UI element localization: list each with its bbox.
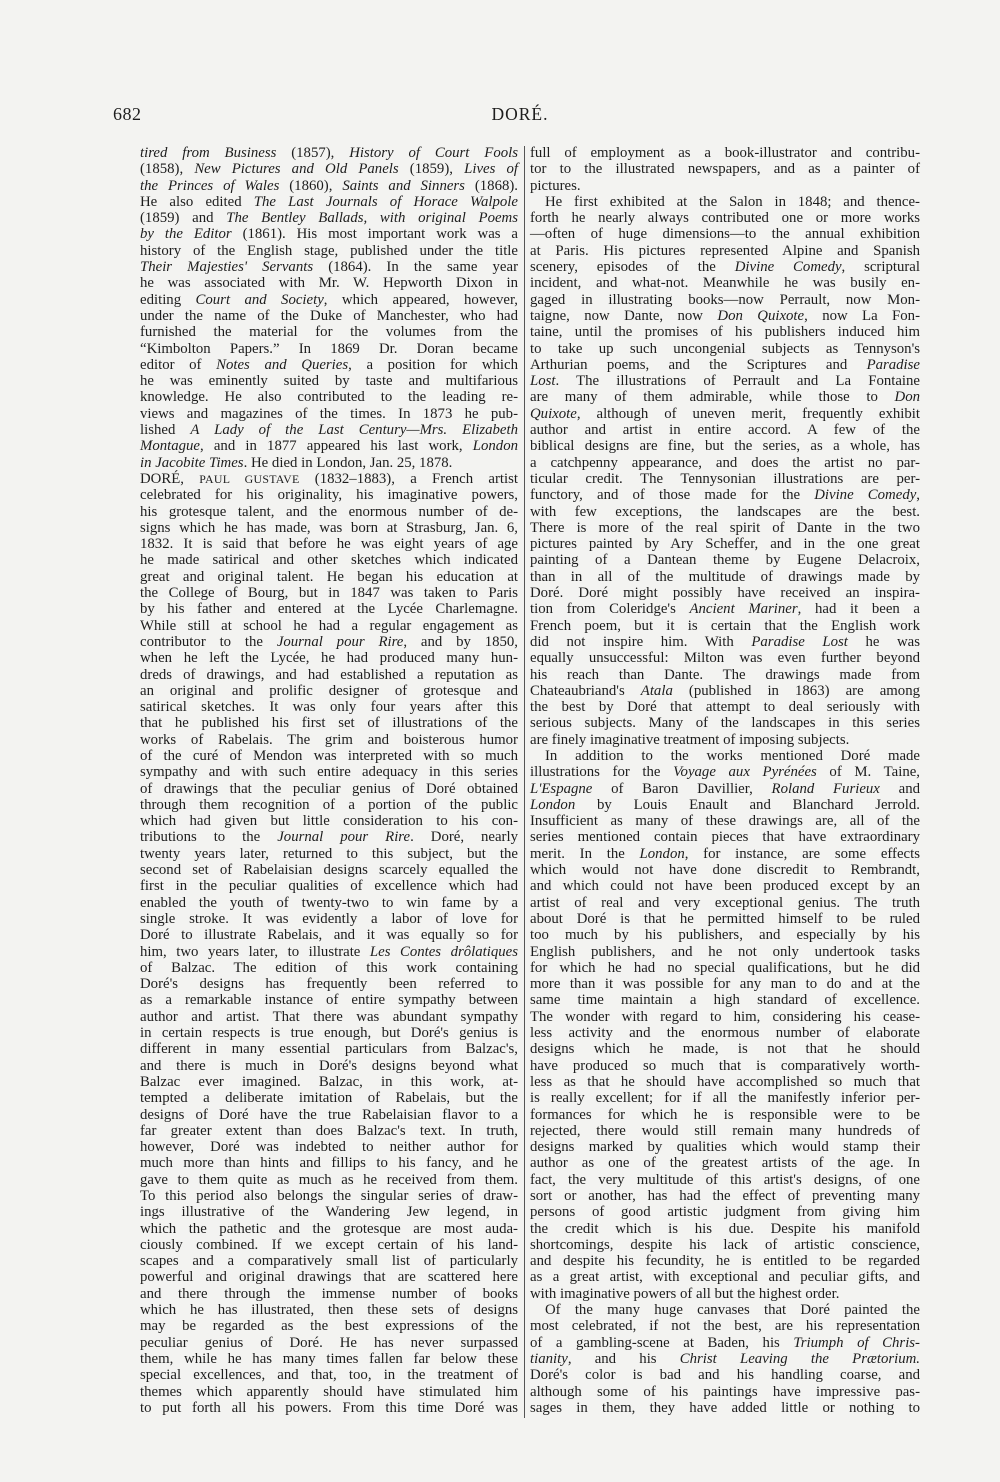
text-line (140, 292, 518, 308)
text-line (140, 471, 518, 487)
text-line (530, 683, 920, 699)
text-run: did not inspire him. With (530, 633, 752, 650)
text-line: tempted a deliberate imitation of Rabelais, but the (140, 1090, 518, 1107)
text-line: The wonder with regard to him, considering his cease- (530, 1008, 920, 1025)
text-run: taigne, now Dante, now (530, 307, 718, 324)
text-run: . The illustrations of Perrault and La Fontaine (555, 373, 920, 390)
italic-text: the Princes of Wales (140, 177, 280, 194)
column-divider (524, 146, 525, 1418)
text-line: with few exceptions, the landscapes are the best. (530, 503, 920, 520)
text-run: DORÉ, (140, 470, 200, 487)
paragraph (140, 145, 518, 471)
text-line: most celebrated, if not the best, are his representation (530, 1318, 920, 1335)
text-line: he was associated with Mr. W. Hepworth Dixon in (140, 275, 518, 292)
text-line: ings illustrative of the Wandering Jew legend, in (140, 1204, 518, 1221)
text-line: French poem, but it is certain that the English work (530, 617, 920, 634)
text-line: and there is much in Doré's designs beyond what (140, 1057, 518, 1074)
text-line: To this period also belongs the singular series of draw- (140, 1188, 518, 1204)
text-line: are finely imaginative treatment of imposing subjects. (530, 731, 850, 748)
text-line: by his father and entered at the Lycée Charlemagne. (140, 601, 518, 618)
text-line: serious subjects. Many of the landscapes in this series (530, 715, 920, 732)
text-run: Arthurian poems, and the Scriptures and (530, 356, 867, 373)
text-line: the credit which is his due. Despite his manifold (530, 1220, 920, 1237)
text-line: great and original talent. He began his education at (140, 568, 518, 585)
text-line: about Doré is that he permitted himself to be ruled (530, 910, 920, 927)
text-line: the best by Doré that attempt to deal seriously with (530, 699, 920, 716)
text-line: Of the many huge canvases that Doré painted the (545, 1302, 920, 1319)
text-run: lished (140, 422, 191, 439)
text-line (140, 634, 518, 650)
text-line: as a remarkable instance of entire sympathy between (140, 992, 518, 1009)
italic-text: Journal pour Rire (277, 829, 411, 846)
text-line: same time maintain a high standard of excellence. (530, 992, 920, 1009)
italic-text: Quixote (530, 405, 577, 422)
text-run: tion from Coleridge's (530, 601, 690, 618)
text-line: taine, until the promises of his publishers induced him (530, 324, 920, 341)
text-line: There is more of the real spirit of Dante in the two (530, 519, 920, 536)
text-line: 1832. It is said that before he was eight years of age (140, 536, 518, 553)
paragraph (530, 748, 920, 1302)
text-line (140, 829, 518, 845)
italic-text: Divine Comedy (814, 487, 917, 504)
text-line: when he left the Lycée, he had produced many hun- (140, 650, 518, 667)
page-number: 682 (113, 104, 142, 124)
italic-text: by the Editor (140, 226, 232, 243)
text-line: signs which he has made, was born at Strasburg, Jan. 6, (140, 519, 518, 536)
text-line (140, 145, 518, 161)
text-line: English publishers, and he not only undertook tasks (530, 943, 920, 960)
text-line (530, 601, 920, 617)
text-line (140, 194, 518, 210)
text-run: Chateaubriand's (530, 682, 641, 699)
text-line: and despite his fecundity, he is entitled to be regarded (530, 1253, 920, 1270)
italic-text: London (472, 438, 518, 455)
text-run: (1860), (279, 177, 343, 194)
paragraph (530, 1302, 920, 1416)
text-line: which the pathetic and the grotesque are most auda- (140, 1220, 518, 1237)
text-run: (1859), (398, 161, 465, 178)
text-line (530, 389, 920, 405)
italic-text: Court and Society (195, 291, 324, 308)
text-line: however, Doré was indebted to neither author for (140, 1139, 518, 1156)
text-line: While still at school he had a regular engagement as (140, 617, 518, 634)
text-line: first in the peculiar qualities of excellence which had (140, 878, 518, 895)
text-line: special excellences, and that, too, in the treatment of (140, 1367, 518, 1384)
text-line: of Balzac. The edition of this work containing (140, 959, 518, 976)
italic-text: Paradise Lost (751, 633, 848, 650)
italic-text: Lives of (464, 161, 519, 178)
italic-text: tianity (530, 1350, 568, 1367)
text-line: —often of huge dimensions—to the annual exhibition (530, 226, 920, 243)
text-line: Insufficient as many of these drawings are, all of the (530, 813, 920, 830)
text-line (530, 259, 920, 275)
text-line: biblical designs are fine, but the series, as a whole, has (530, 438, 920, 455)
text-line: to put forth all his powers. From this time Doré was (140, 1399, 518, 1416)
text-run: merit. In the (530, 845, 640, 862)
text-line: which had given but little consideration to his con- (140, 813, 518, 830)
text-line: full of employment as a book-illustrator and contribu- (530, 145, 920, 161)
text-line: designs which he made, is not that he should (530, 1041, 920, 1058)
text-line: he made satirical and other sketches which indicated (140, 552, 518, 569)
text-line: less as that he should have accomplished so much that (530, 1073, 920, 1090)
text-line: which he has illustrated, then these sets of designs (140, 1302, 518, 1319)
text-line: too much by his publishers, and especially by his (530, 927, 920, 944)
text-run: , which appeared, however, (323, 291, 518, 308)
text-line: Doré's designs has frequently been referred to (140, 976, 518, 993)
text-line: and which could not have been produced except by an (530, 878, 920, 895)
text-line: knowledge. He also contributed to the leading re- (140, 389, 518, 406)
text-line (530, 487, 920, 503)
text-line: different in many essential particulars from Balzac's, (140, 1041, 518, 1058)
italic-text: Their Majesties' Servants (140, 259, 314, 276)
paragraph (530, 194, 920, 748)
text-run: (published in 1863) are among (672, 682, 920, 699)
text-run: , and by 1850, (403, 633, 518, 650)
text-line (140, 357, 518, 373)
text-line: gave to them quite as much as he received from them. (140, 1171, 518, 1188)
text-run: (1857), (276, 145, 350, 161)
text-line: author and artist in entire accord. A few of the (530, 422, 920, 439)
text-line: ciously combined. If we except certain of his land- (140, 1236, 518, 1253)
text-line: more than it was possible for any man to do and at the (530, 976, 920, 993)
italic-text: London (530, 796, 576, 813)
text-run: . Doré, nearly (410, 829, 518, 846)
text-run: , (916, 487, 920, 504)
text-run: are many of them admirable, while those to (530, 389, 895, 406)
text-line (530, 797, 920, 813)
text-run: scenery, episodes of the (530, 259, 735, 276)
italic-text: Divine Comedy (734, 259, 842, 276)
text-line: celebrated for his originality, his imaginative powers, (140, 487, 518, 504)
text-line: an original and prolific designer of grotesque and (140, 682, 518, 699)
italic-text: Saints and Sinners (342, 177, 465, 194)
text-run: (1858), (140, 161, 195, 178)
text-line (530, 308, 920, 324)
text-line (140, 259, 518, 275)
text-line: designs marked by qualities which would stamp their (530, 1139, 920, 1156)
text-run: (1832–1883), a French artist (299, 470, 519, 487)
text-line (530, 764, 920, 780)
italic-text: The Last Journals of Horace Walpole (253, 193, 518, 210)
text-line: gaged in illustrating books—now Perrault, now Mon- (530, 291, 920, 308)
text-line: themes which apparently should have stimulated him (140, 1383, 518, 1400)
text-run: contributor to the (140, 633, 277, 650)
text-run: of a gambling-scene at Baden, his (530, 1334, 794, 1351)
text-line: pictures. (530, 177, 581, 194)
left-column (140, 145, 518, 1416)
text-line: satirical sketches. It was only four years after this (140, 699, 518, 716)
text-line: than in all of the multitude of drawings made by (530, 568, 920, 585)
text-line: single stroke. It was evidently a labor of love for (140, 910, 518, 927)
small-caps-text: PAUL GUSTAVE (199, 471, 300, 486)
italic-text: L'Espagne (530, 780, 593, 797)
text-run: (1859) and (140, 210, 227, 227)
text-line: peculiar genius of Doré. He has never surpassed (140, 1334, 518, 1351)
text-line: far greater extent than does Balzac's text. In truth, (140, 1122, 518, 1139)
text-line: his grotesque talent, and the enormous number of de- (140, 503, 518, 520)
italic-text: Paradise (866, 356, 920, 373)
text-run: , for instance, are some effects (684, 845, 920, 862)
text-line (530, 406, 920, 422)
text-line: tor to the illustrated newspapers, and as a painter of (530, 161, 920, 178)
text-line: author and artist. That there was abundant sympathy (140, 1008, 518, 1025)
text-line: which would not have done discredit to Rembrandt, (530, 862, 920, 879)
text-run: functory, and of those made for the (530, 487, 815, 504)
italic-text: Roland Furieux (771, 780, 880, 797)
text-line: rejected, there would still remain many hundreds of (530, 1122, 920, 1139)
text-line: Doré's color is bad and his handling coarse, and (530, 1367, 920, 1384)
text-run: (1864). In the same year (313, 259, 518, 276)
text-line: of the curé of Mendon was interpreted with so much (140, 747, 518, 764)
italic-text: Don (894, 389, 920, 406)
text-line: history of the English stage, published under the title (140, 242, 518, 259)
text-line (530, 1335, 920, 1351)
text-line (530, 373, 920, 389)
italic-text: tired from Business (140, 145, 277, 161)
text-line: works of Rabelais. The grim and boisterous humor (140, 731, 518, 748)
text-run: , scriptural (841, 259, 920, 276)
italic-text: Montague (140, 438, 200, 455)
text-run: editor of (140, 356, 217, 373)
text-run: , had it been a (797, 601, 920, 618)
text-line: In addition to the works mentioned Doré made (545, 747, 920, 764)
text-line (140, 210, 518, 226)
text-run: tributions to the (140, 829, 278, 846)
text-run: of M. Taine, (816, 764, 920, 781)
text-line: is really excellent; for if all the manifestly inferior per- (530, 1090, 920, 1107)
text-line: pictures painted by Ary Scheffer, and in the one great (530, 536, 920, 553)
italic-text: Notes and Queries (216, 356, 349, 373)
italic-text: Don Quixote (717, 307, 805, 324)
text-line: Doré. Doré might possibly have received an inspira- (530, 585, 920, 602)
text-run: editing (140, 291, 196, 308)
text-line (530, 634, 920, 650)
text-run: illustrations for the (530, 764, 674, 781)
text-line: persons of good artistic judgment from giving him (530, 1204, 920, 1221)
right-column (530, 145, 920, 1416)
text-line: equally unsuccessful: Milton was even further beyond (530, 650, 920, 667)
text-line: sort or another, has had the effect of preventing many (530, 1188, 920, 1204)
text-line: dreds of drawings, and had established a reputation as (140, 666, 518, 683)
text-line (140, 455, 518, 471)
running-head: DORÉ. (491, 104, 549, 124)
text-line: as a great artist, with exceptional and peculiar gifts, and (530, 1269, 920, 1286)
text-run: He also edited (140, 193, 254, 210)
text-line: painting of a Dantean theme by Eugene Delacroix, (530, 552, 920, 569)
text-line: designs of Doré have the true Rabelaisian flavor to a (140, 1106, 518, 1123)
text-line: much more than hints and fillips to his fancy, and he (140, 1155, 518, 1172)
text-run: (1861). His most important work was a (231, 226, 518, 243)
text-line: powerful and original drawings that are scattered here (140, 1269, 518, 1286)
text-line (530, 357, 920, 373)
text-line: enabled the youth of twenty-two to win fame by a (140, 894, 518, 911)
text-line (140, 944, 518, 960)
text-run: (1868). (464, 177, 519, 194)
text-run: , a position for which (348, 356, 518, 373)
text-line: twenty years later, returned to this subject, but the (140, 845, 518, 862)
text-line: He first exhibited at the Salon in 1848; and thence- (545, 193, 920, 210)
text-run: and (879, 780, 920, 797)
italic-text: Atala (640, 682, 673, 699)
text-line: with imaginative powers of all but the highest order. (530, 1285, 840, 1302)
italic-text: Lost (530, 373, 556, 390)
text-line: his reach than Dante. The drawings made from (530, 666, 920, 683)
text-line: and there through the immense number of books (140, 1285, 518, 1302)
text-line (140, 422, 518, 438)
text-line: under the name of the Duke of Manchester, who had (140, 307, 518, 324)
text-line (530, 846, 920, 862)
italic-text: Journal pour Rire (276, 633, 404, 650)
text-line: that he published his first set of illustrations of the (140, 715, 518, 732)
text-line: forth he nearly always contributed one or more works (530, 210, 920, 227)
text-line: ticular credit. The Tennysonian illustrations are per- (530, 470, 920, 487)
italic-text: Voyage aux Pyrénées (673, 764, 817, 781)
paragraph (530, 145, 920, 194)
text-line: may be regarded as the best expressions of the (140, 1318, 518, 1335)
text-line: fact, the very multitude of this artist's designs, of one (530, 1171, 920, 1188)
text-line: the College of Bourg, but in 1847 was taken to Paris (140, 585, 518, 602)
text-line (530, 781, 920, 797)
text-run: . He died in London, Jan. 25, 1878. (243, 454, 453, 471)
text-run: , and in 1877 appeared his last work, (200, 438, 473, 455)
italic-text: New Pictures and Old Panels (194, 161, 399, 178)
text-line: views and magazines of the times. In 1873 he pub- (140, 405, 518, 422)
text-line (140, 178, 518, 194)
text-line: to take up such uncongenial subjects as Tennyson's (530, 340, 920, 357)
italic-text: Christ Leaving the Prætorium. (679, 1350, 920, 1367)
text-run: , and his (567, 1350, 680, 1367)
text-run: , although of uneven merit, frequently exhibit (576, 405, 920, 422)
text-line: have produced so much that is comparatively worth- (530, 1057, 920, 1074)
text-line: shortcomings, despite his lack of artistic conscience, (530, 1236, 920, 1253)
italic-text: in Jacobite Times (140, 454, 244, 471)
text-line: Doré to illustrate Rabelais, and it was equally so for (140, 927, 518, 944)
text-line: of drawings that the peculiar genius of Doré obtained (140, 780, 518, 797)
italic-text: A Lady of the Last Century—Mrs. Elizabeth (190, 422, 518, 439)
text-line: “Kimbolton Papers.” In 1869 Dr. Doran became (140, 340, 518, 357)
text-line (140, 438, 518, 454)
text-line: a catchpenny appearance, and does the artist no par- (530, 454, 920, 471)
text-line: at Paris. His pictures represented Alpine and Spanish (530, 242, 920, 259)
text-line: he was eminently suited by taste and multifarious (140, 373, 518, 390)
text-line: sages in them, they have added little or nothing to (530, 1399, 920, 1416)
text-line: second set of Rabelaisian designs scarcely equalled the (140, 862, 518, 879)
italic-text: Les Contes drôlatiques (369, 943, 518, 960)
italic-text: Triumph of Chris- (793, 1334, 920, 1351)
italic-text: The Bentley Ballads, with original Poems (226, 210, 518, 227)
text-line (140, 161, 518, 177)
text-run: , now La Fon- (804, 307, 920, 324)
text-line: for which he had no special qualifications, but he did (530, 959, 920, 976)
text-line: furnished the material for the volumes from the (140, 324, 518, 341)
text-line: author as one of the greatest artists of the age. In (530, 1155, 920, 1172)
text-line: formances for which he is responsible were to be (530, 1106, 920, 1123)
text-run: by Louis Enault and Blanchard Jerrold. (575, 796, 920, 813)
text-run: he was (847, 633, 920, 650)
text-line: Balzac ever imagined. Balzac, in this work, at- (140, 1073, 518, 1090)
text-line: series mentioned contain pieces that have extraordinary (530, 829, 920, 846)
text-line: although some of his paintings have impressive pas- (530, 1383, 920, 1400)
article-entry (140, 471, 518, 1416)
text-line: sympathy and with such entire adequacy in this series (140, 764, 518, 781)
text-line: less activity and the enormous number of elaborate (530, 1025, 920, 1042)
text-line: in certain respects is true enough, but Doré's genius is (140, 1025, 518, 1042)
text-line: them, while he has many times fallen far below these (140, 1350, 518, 1367)
italic-text: London (639, 845, 685, 862)
text-run: him, two years later, to illustrate (140, 943, 370, 960)
text-line (140, 226, 518, 242)
italic-text: History of Court Fools (349, 145, 518, 161)
text-line: scapes and a comparatively small list of particularly (140, 1253, 518, 1270)
text-run: of Baron Davillier, (592, 780, 772, 797)
italic-text: Ancient Mariner (689, 601, 798, 618)
text-line: through them recognition of a portion of the public (140, 796, 518, 813)
text-line: artist of real and very exceptional genius. The truth (530, 894, 920, 911)
text-line: incident, and what-not. Meanwhile he was busily en- (530, 275, 920, 292)
text-line (530, 1351, 920, 1367)
